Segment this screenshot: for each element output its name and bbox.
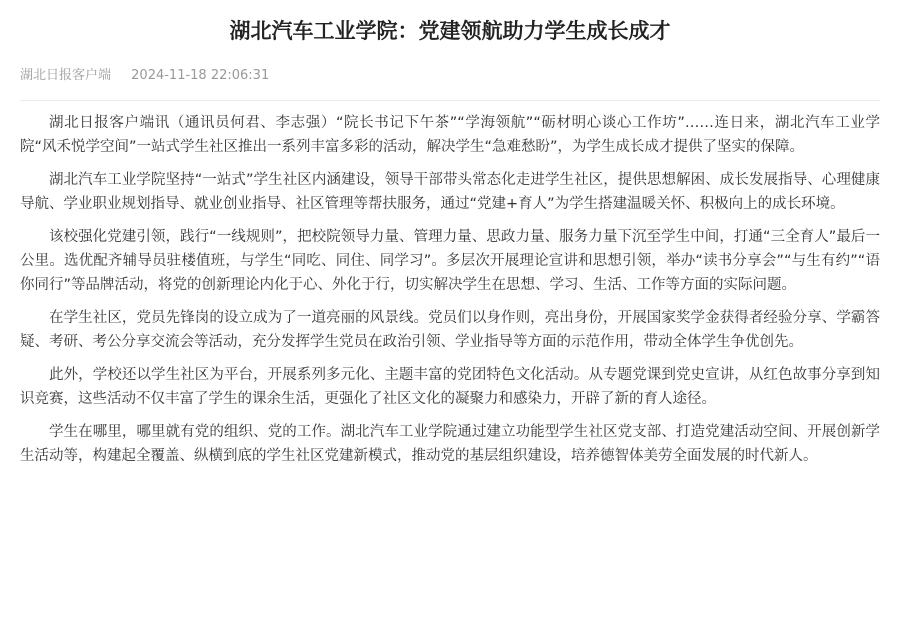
article-paragraph: 在学生社区，党员先锋岗的设立成为了一道亮丽的风景线。党员们以身作则，亮出身份，开展国家奖学金获得者经验分享、学霸答疑、考研、考公分享交流会等活动，充分发挥学生党员在政治引领、学业指导等方面的示范作用，带动全体学生争优创先。 bbox=[20, 310, 880, 350]
article-meta bbox=[20, 66, 880, 86]
article-paragraph: 湖北汽车工业学院坚持“一站式”学生社区内涵建设，领导干部带头常态化走进学生社区，提供思想解困、成长发展指导、心理健康导航、学业职业规划指导、就业创业指导、社区管理等帮扶服务，通过“党建+育人”为学生搭建温暖关怀、积极向上的成长环境。 bbox=[20, 172, 880, 212]
article-paragraph: 湖北日报客户端讯（通讯员何君、李志强）“院长书记下午茶”“学海领航”“砺材明心谈心工作坊”……连日来，湖北汽车工业学院“风禾悦学空间”一站式学生社区推出一系列丰富多彩的活动，解决学生“急难愁盼”，为学生成长成才提供了坚实的保障。 bbox=[20, 115, 880, 155]
article-title: 湖北汽车工业学院：党建领航助力学生成长成才 bbox=[229, 19, 671, 43]
article-source: 湖北日报客户端 bbox=[20, 68, 112, 83]
article-paragraph: 学生在哪里，哪里就有党的组织、党的工作。湖北汽车工业学院通过建立功能型学生社区党支部、打造党建活动空间、开展创新学生活动等，构建起全覆盖、纵横到底的学生社区党建新模式，推动党的基层组织建设，培养德智体美劳全面发展的时代新人。 bbox=[20, 424, 880, 464]
article-datetime: 2024-11-18 22:06:31 bbox=[131, 68, 270, 83]
article-paragraph: 此外，学校还以学生社区为平台，开展系列多元化、主题丰富的党团特色文化活动。从专题党课到党史宣讲，从红色故事分享到知识竞赛，这些活动不仅丰富了学生的课余生活，更强化了社区文化的凝聚力和感染力，开辟了新的育人途径。 bbox=[20, 367, 880, 407]
article-paragraph: 该校强化党建引领，践行“一线规则”，把校院领导力量、管理力量、思政力量、服务力量下沉至学生中间，打通“三全育人”最后一公里。选优配齐辅导员驻楼值班，与学生“同吃、同住、同学习”。多层次开展理论宣讲和思想引领，举办“读书分享会”“与生有约”“语你同行”等品牌活动，将党的创新理论内化于心、外化于行，切实解决学生在思想、学习、生活、工作等方面的实际问题。 bbox=[20, 229, 880, 293]
meta-divider bbox=[20, 100, 880, 101]
article-body bbox=[20, 111, 880, 468]
